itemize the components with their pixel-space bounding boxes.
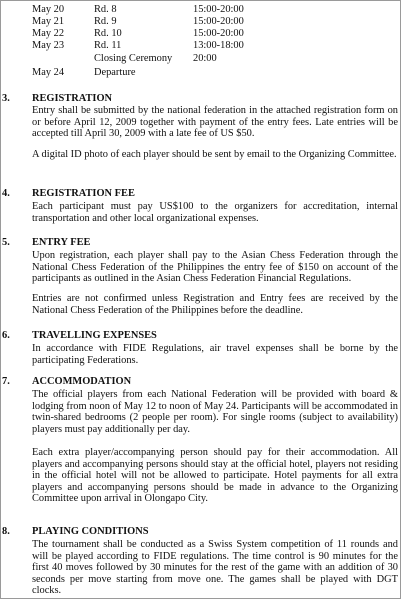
schedule-round: Rd. 8	[94, 4, 117, 15]
schedule-time: 13:00-18:00	[193, 40, 244, 51]
schedule-date: May 23	[32, 40, 65, 51]
schedule-round: Rd. 10	[94, 28, 122, 39]
schedule-round: Closing Ceremony	[94, 53, 173, 64]
section-paragraph: In accordance with FIDE Regulations, air travel expenses shall be borne by the participating Federations.	[32, 343, 398, 366]
section-heading: REGISTRATION FEE	[32, 188, 135, 199]
section-paragraph: Each participant must pay US$100 to the organizers for accreditation, internal transportation and other local organizational expenses.	[32, 201, 398, 224]
schedule-time: 20:00	[193, 53, 217, 64]
schedule-round: Rd. 11	[94, 40, 122, 51]
schedule-time: 15:00-20:00	[193, 4, 244, 15]
schedule-round: Rd. 9	[94, 16, 117, 27]
section-paragraph: Entries are not confirmed unless Registration and Entry fees are received by the National Chess Federation of the Philippines before the deadline.	[32, 293, 398, 316]
section-paragraph: Entry shall be submitted by the national federation in the attached registration form on or before April 12, 2009 together with payment of the entry fees. Late entries will be accepted till April 30, 2009 with a late fee of US $50.	[32, 105, 398, 140]
section-paragraph: Each extra player/accompanying person should pay for their accommodation. All players and accompanying persons should stay at the official hotel, players not residing in the official hotel will not be allowed to participate. Hotel payments for all extra players and accompanying persons should be made in advance to the Organizing Committee upon arrival in Olongapo City.	[32, 447, 398, 505]
section-number: 7.	[2, 376, 10, 387]
section-heading: TRAVELLING EXPENSES	[32, 330, 157, 341]
section-paragraph: A digital ID photo of each player should be sent by email to the Organizing Committee.	[32, 149, 397, 160]
schedule-date: May 20	[32, 4, 65, 15]
section-paragraph: The official players from each National Federation will be provided with board & lodging from noon of May 12 to noon of May 24. Participants will be accommodated in twin-shared bedrooms (2 people per room). For single rooms (subject to availability) players must pay additionally per day.	[32, 389, 398, 435]
schedule-date: May 22	[32, 28, 65, 39]
section-number: 3.	[2, 93, 10, 104]
section-heading: ACCOMMODATION	[32, 376, 132, 387]
section-heading: ENTRY FEE	[32, 237, 91, 248]
schedule-time: 15:00-20:00	[193, 16, 244, 27]
schedule-date: May 24	[32, 67, 65, 78]
section-number: 6.	[2, 330, 10, 341]
schedule-time: 15:00-20:00	[193, 28, 244, 39]
section-paragraph: Upon registration, each player shall pay to the Asian Chess Federation through the National Chess Federation of the Philippines the entry fee of $150 on account of the participants as outlined in the Asian Chess Federation Financial Regulations.	[32, 250, 398, 285]
schedule-round: Departure	[94, 67, 136, 78]
section-paragraph: The tournament shall be conducted as a Swiss System competition of 11 rounds and will be played according to FIDE regulations. The time control is 90 minutes for the first 40 moves followed by 30 minutes for the rest of the game with an addition of 30 seconds per move starting from move one. The games shall be played with DGT clocks.	[32, 539, 398, 597]
section-number: 5.	[2, 237, 10, 248]
section-number: 4.	[2, 188, 10, 199]
section-number: 8.	[2, 526, 10, 537]
schedule-date: May 21	[32, 16, 65, 27]
section-heading: PLAYING CONDITIONS	[32, 526, 149, 537]
section-heading: REGISTRATION	[32, 93, 113, 104]
